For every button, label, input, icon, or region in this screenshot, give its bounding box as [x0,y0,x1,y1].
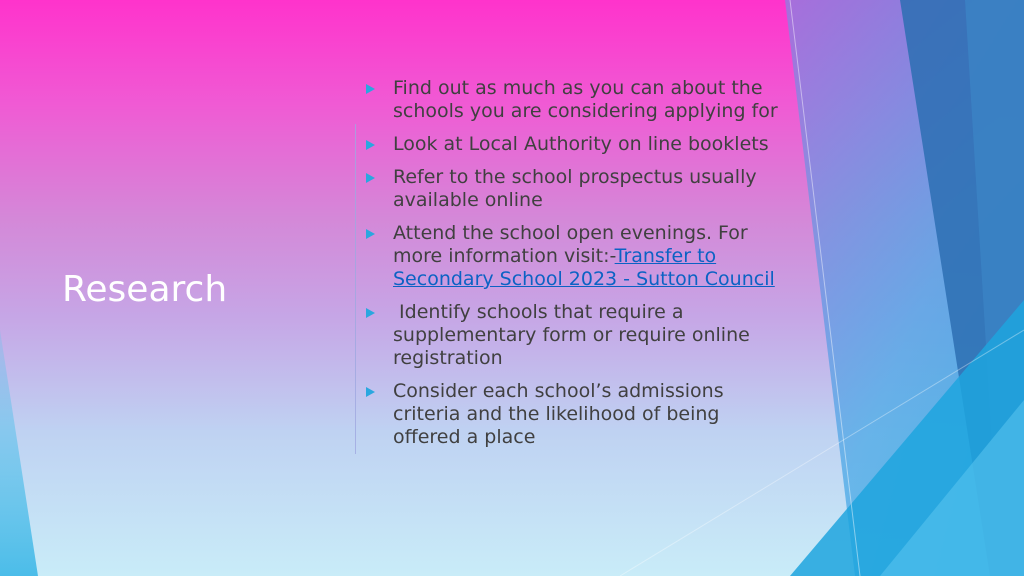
bullet-item [366,133,786,156]
bullet-item [366,166,786,212]
triangle-right-icon [366,229,375,239]
bullet-item [366,77,786,123]
bullet-text: Refer to the school prospectus usually available online [393,166,757,211]
bullet-text: Look at Local Authority on line booklets [393,133,769,155]
sutton-council-link[interactable]: Transfer to Secondary School 2023 - Sutton Council [393,245,775,290]
triangle-right-icon [366,140,375,150]
bullet-item [366,380,786,449]
bullet-text: Consider each school’s admissions criteria and the likelihood of being offered a place [393,380,724,448]
left-sliver-shape [0,330,38,576]
triangle-right-icon [366,84,375,94]
triangle-right-icon [366,173,375,183]
bullet-item [366,222,786,291]
vertical-divider [355,124,356,454]
triangle-right-icon [366,387,375,397]
bullet-list [366,77,786,459]
slide-title: Research [62,269,228,310]
bullet-text: Attend the school open evenings. For more information visit:- [393,222,748,267]
bullet-text: Identify schools that require a supplementary form or require online registration [393,301,756,369]
bullet-text: Find out as much as you can about the schools you are considering applying for [393,77,778,122]
triangle-right-icon [366,308,375,318]
bullet-item [366,301,786,370]
